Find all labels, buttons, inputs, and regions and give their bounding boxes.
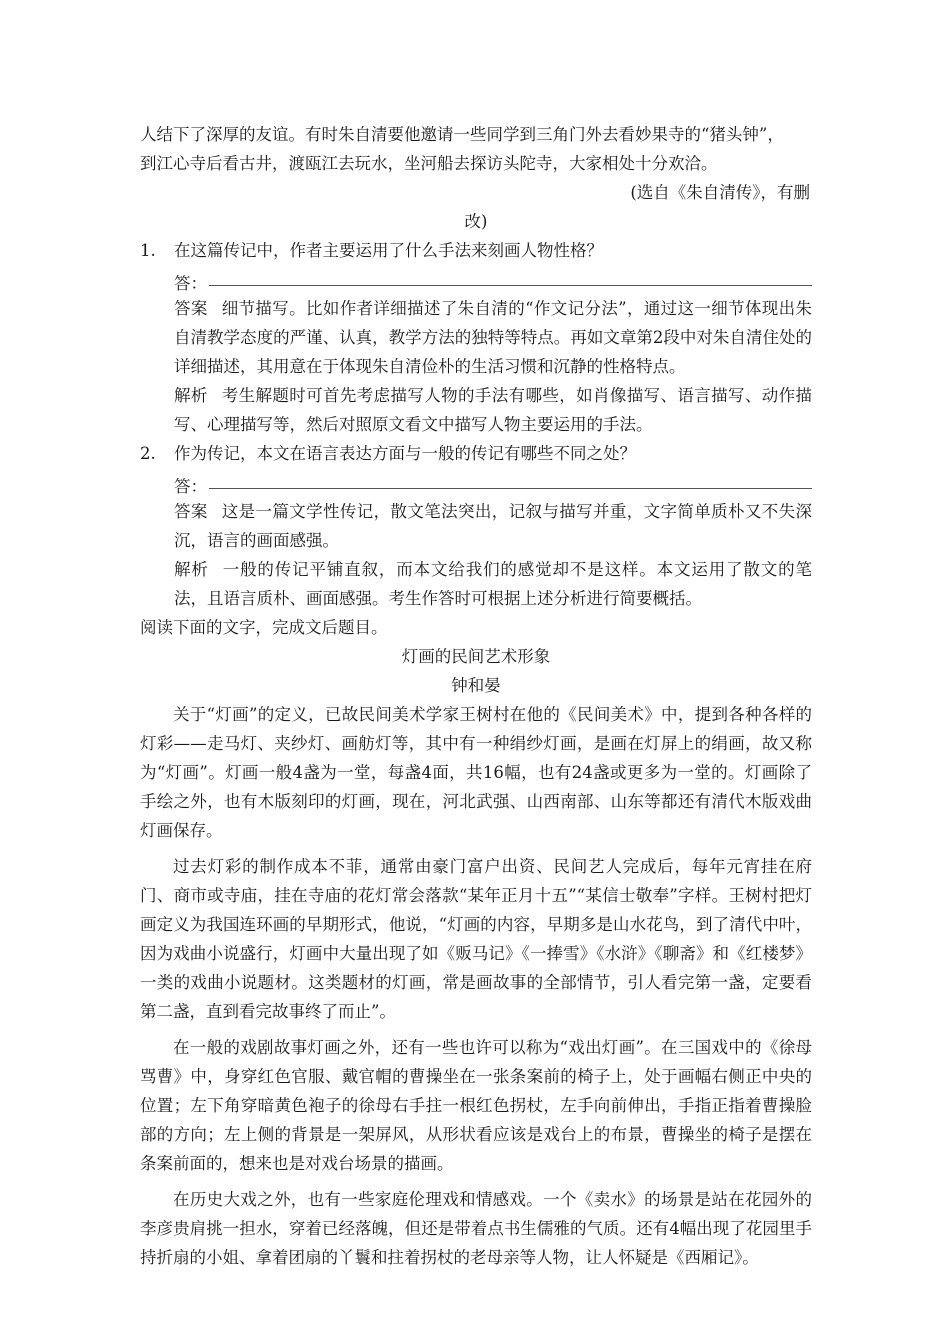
article-author: 钟和晏 [451, 676, 501, 695]
source-citation: (选自《朱自清传》，有删 [630, 183, 810, 202]
answer-underline [209, 285, 812, 286]
question-number: 1. [140, 241, 156, 260]
analysis-block [140, 381, 812, 439]
question-block [140, 439, 812, 613]
answer-text: 这是一篇文学性传记，散文笔法突出，记叙与描写并重，文字简单质朴又不失深沉，语言的画面感强。 [174, 502, 812, 550]
answer-block [140, 294, 812, 381]
article-paragraph: 在一般的戏剧故事灯画之外，还有一些也许可以称为“戏出灯画”。在三国戏中的《徐母骂曹》中，身穿红色官服、戴官帽的曹操坐在一张条案前的椅子上，处于画幅右侧正中央的位置；左下角穿暗黄色袍子的徐母右手拄一根红色拐杖，左手向前伸出，手指正指着曹操脸部的方向；左上侧的背景是一架屏风，从形状看应该是戏台上的布景，曹操坐的椅子是摆在条案前面的，想来也是对戏台场景的描画。 [140, 1038, 812, 1173]
text-line: 人结下了深厚的友谊。有时朱自清要他邀请一些同学到三角门外去看妙果寺的“猪头钟”， [140, 125, 784, 144]
source-citation-cont: 改) [464, 212, 488, 231]
answer-label: 答案 [174, 502, 208, 521]
question-block [140, 236, 812, 439]
answer-blank [140, 265, 812, 294]
question [140, 236, 812, 265]
answer-prefix: 答： [174, 274, 207, 293]
analysis-text: 一般的传记平铺直叙，而本文给我们的感觉却不是这样。本文运用了散文的笔法，且语言质朴、画面感强。考生作答时可根据上述分析进行简要概括。 [174, 560, 813, 608]
article-paragraph: 过去灯彩的制作成本不菲，通常由豪门富户出资、民间艺人完成后，每年元宵挂在府门、商市或寺庙，挂在寺庙的花灯常会落款“某年正月十五”“某信士敬奉”字样。王树村把灯画定义为我国连环画的早期形式，他说，“灯画的内容，早期多是山水花鸟，到了清代中叶，因为戏曲小说盛行，灯画中大量出现了如《贩马记》《一捧雪》《水浒》《聊斋》和《红楼梦》一类的戏曲小说题材。这类题材的灯画，常是画故事的全部情节，引人看完第一盏，定要看第二盏，直到看完故事终了而止”。 [140, 857, 812, 1021]
article-paragraph: 关于“灯画”的定义，已故民间美术学家王树村在他的《民间美术》中，提到各种各样的灯彩——走马灯、夹纱灯、画舫灯等，其中有一种绢纱灯画，是画在灯屏上的绢画，故又称为“灯画”。灯画一般4盏为一堂，每盏4面，共16幅，也有24盏或更多为一堂的。灯画除了手绘之外，也有木版刻印的灯画，现在，河北武强、山西南部、山东等都还有清代木版戏曲灯画保存。 [140, 705, 812, 840]
question-text: 作为传记，本文在语言表达方面与一般的传记有哪些不同之处？ [174, 444, 636, 463]
answer-prefix: 答： [174, 477, 207, 496]
analysis-block [140, 555, 812, 613]
analysis-text: 考生解题时可首先考虑描写人物的手法有哪些，如肖像描写、语言描写、动作描写、心理描写等，然后对照原文看文中描写人物主要运用的手法。 [174, 386, 812, 434]
question-text: 在这篇传记中，作者主要运用了什么手法来刻画人物性格？ [174, 241, 603, 260]
answer-blank [140, 468, 812, 497]
question-number: 2. [140, 444, 156, 463]
answer-underline [209, 488, 812, 489]
article-title: 灯画的民间艺术形象 [401, 647, 551, 666]
document-page [140, 120, 812, 1272]
article-paragraph: 在历史大戏之外，也有一些家庭伦理戏和情感戏。一个《卖水》的场景是站在花园外的李彦贵肩挑一担水，穿着已经落魄，但还是带着点书生儒雅的气质。还有4幅出现了花园里手持折扇的小姐、拿着团扇的丫鬟和拄着拐杖的老母亲等人物，让人怀疑是《西厢记》。 [140, 1190, 812, 1267]
answer-block [140, 497, 812, 555]
answer-label: 答案 [174, 299, 208, 318]
text-line: 到江心寺后看古井，渡瓯江去玩水，坐河船去探访头陀寺，大家相处十分欢洽。 [140, 154, 718, 173]
question [140, 439, 812, 468]
reading-instruction: 阅读下面的文字，完成文后题目。 [140, 618, 388, 637]
answer-text: 细节描写。比如作者详细描述了朱自清的“作文记分法”，通过这一细节体现出朱自清教学态度的严谨、认真，教学方法的独特等特点。再如文章第2段中对朱自清住处的详细描述，其用意在于体现朱自清俭朴的生活习惯和沉静的性格特点。 [174, 299, 813, 376]
analysis-label: 解析 [174, 560, 209, 579]
analysis-label: 解析 [174, 386, 208, 405]
